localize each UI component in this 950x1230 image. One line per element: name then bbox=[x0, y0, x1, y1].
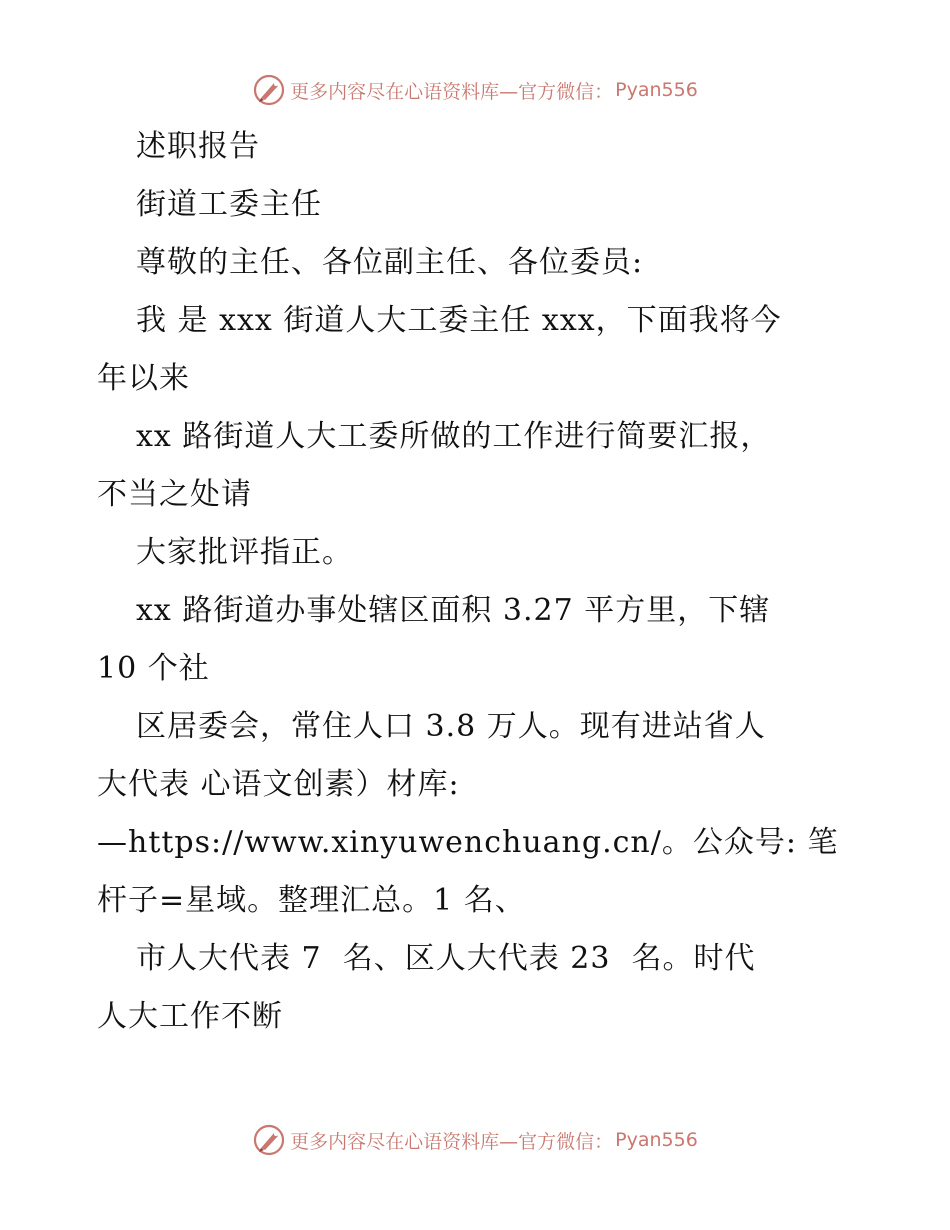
text-line: 市人大代表 7 名、区人大代表 23 名。时代 bbox=[136, 941, 756, 976]
text-line: xx 路街道人大工委所做的工作进行简要汇报， bbox=[136, 419, 772, 454]
text-line: 大代表 心语文创素）材库: bbox=[97, 767, 460, 802]
header-watermark bbox=[0, 70, 950, 110]
text-line: 述职报告 bbox=[136, 129, 260, 164]
text-line: 不当之处请 bbox=[97, 477, 252, 512]
header-watermark-text: 更多内容尽在心语资料库—官方微信： bbox=[290, 80, 614, 103]
footer-wechat-id: Pyan556 bbox=[615, 1129, 698, 1151]
header-wechat-id: Pyan556 bbox=[615, 79, 698, 101]
pen-logo-icon bbox=[252, 73, 286, 107]
footer-watermark bbox=[0, 1120, 950, 1160]
text-line: 年以来 bbox=[97, 361, 190, 396]
footer-watermark-text: 更多内容尽在心语资料库—官方微信： bbox=[290, 1130, 614, 1153]
text-line: 杆子=星域。整理汇总。1 名、 bbox=[97, 883, 526, 918]
text-line: 区居委会，常住人口 3.8 万人。现有进站省人 bbox=[136, 709, 766, 744]
text-line: xx 路街道办事处辖区面积 3.27 平方里，下辖 bbox=[136, 593, 771, 628]
text-line: 10 个社 bbox=[97, 651, 210, 686]
text-line: 我 是 xxx 街道人大工委主任 xxx，下面我将今 bbox=[136, 303, 782, 338]
text-line: —https://www.xinyuwenchuang.cn/。公众号: 笔 bbox=[97, 825, 839, 860]
text-line: 大家批评指正。 bbox=[136, 535, 353, 570]
document-body bbox=[97, 118, 867, 1046]
text-line: 尊敬的主任、各位副主任、各位委员: bbox=[136, 245, 644, 280]
pen-logo-icon bbox=[252, 1123, 286, 1157]
text-line: 人大工作不断 bbox=[97, 999, 283, 1034]
text-line: 街道工委主任 bbox=[136, 187, 322, 222]
